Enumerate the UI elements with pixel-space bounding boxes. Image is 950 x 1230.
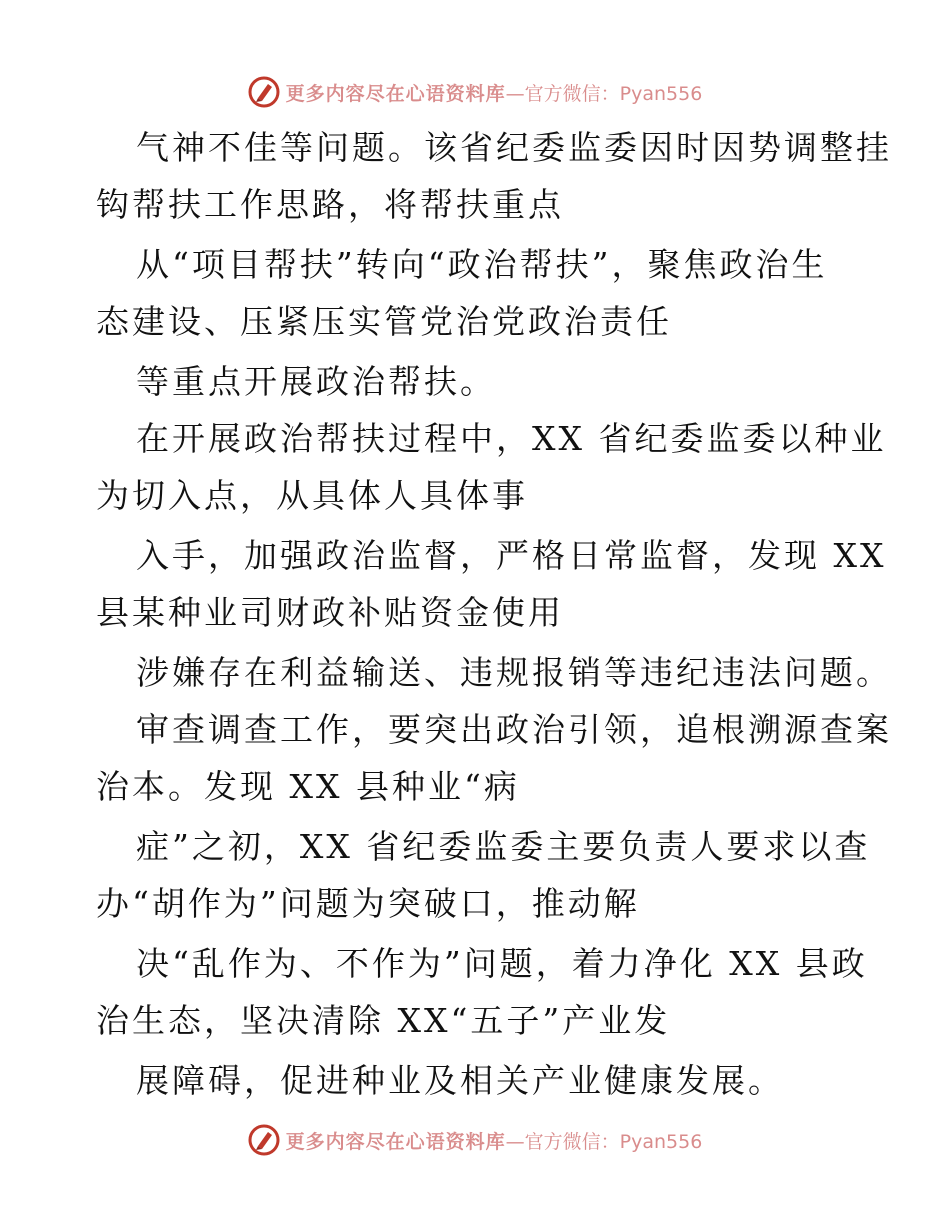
header-watermark — [0, 72, 950, 112]
paragraph-7-line-2: 治本。发现 XX 县种业“病 — [96, 767, 520, 806]
paragraph-9-line-2: 治生态，坚决清除 XX“五子”产业发 — [96, 1001, 671, 1040]
pen-logo-icon — [248, 76, 280, 108]
paragraph-8-line-2: 办“胡作为”问题为突破口，推动解 — [96, 884, 640, 923]
watermark-main-text: 更多内容尽在心语资料库 — [285, 1130, 506, 1153]
paragraph-4-line-1: 在开展政治帮扶过程中，XX 省纪委监委以种业 — [136, 419, 887, 458]
paragraph-7-line-1: 审查调查工作，要突出政治引领，追根溯源查案 — [136, 710, 892, 749]
paragraph-10-line-1: 展障碍，促进种业及相关产业健康发展。 — [136, 1061, 784, 1100]
paragraph-2-line-2: 态建设、压紧压实管党治党政治责任 — [96, 302, 672, 341]
paragraph-9-line-1: 决“乱作为、不作为”问题，着力净化 XX 县政 — [136, 944, 868, 983]
paragraph-5-line-1: 入手，加强政治监督，严格日常监督，发现 XX — [136, 536, 887, 575]
footer-watermark — [0, 1120, 950, 1160]
watermark-main-text: 更多内容尽在心语资料库 — [285, 82, 506, 105]
watermark-sub-text: —官方微信：Pyan556 — [505, 1130, 703, 1153]
paragraph-5-line-2: 县某种业司财政补贴资金使用 — [96, 593, 564, 632]
paragraph-2-line-1: 从“项目帮扶”转向“政治帮扶”，聚焦政治生 — [136, 245, 828, 284]
paragraph-1-line-2: 钩帮扶工作思路，将帮扶重点 — [96, 185, 564, 224]
paragraph-8-line-1: 症”之初，XX 省纪委监委主要负责人要求以查 — [136, 827, 871, 866]
paragraph-1-line-1: 气神不佳等问题。该省纪委监委因时因势调整挂 — [136, 128, 892, 167]
paragraph-3-line-1: 等重点开展政治帮扶。 — [136, 362, 496, 401]
pen-logo-icon — [248, 1124, 280, 1156]
paragraph-4-line-2: 为切入点，从具体人具体事 — [96, 476, 528, 515]
paragraph-6-line-1: 涉嫌存在利益输送、违规报销等违纪违法问题。 — [136, 653, 892, 692]
watermark-sub-text: —官方微信：Pyan556 — [505, 82, 703, 105]
